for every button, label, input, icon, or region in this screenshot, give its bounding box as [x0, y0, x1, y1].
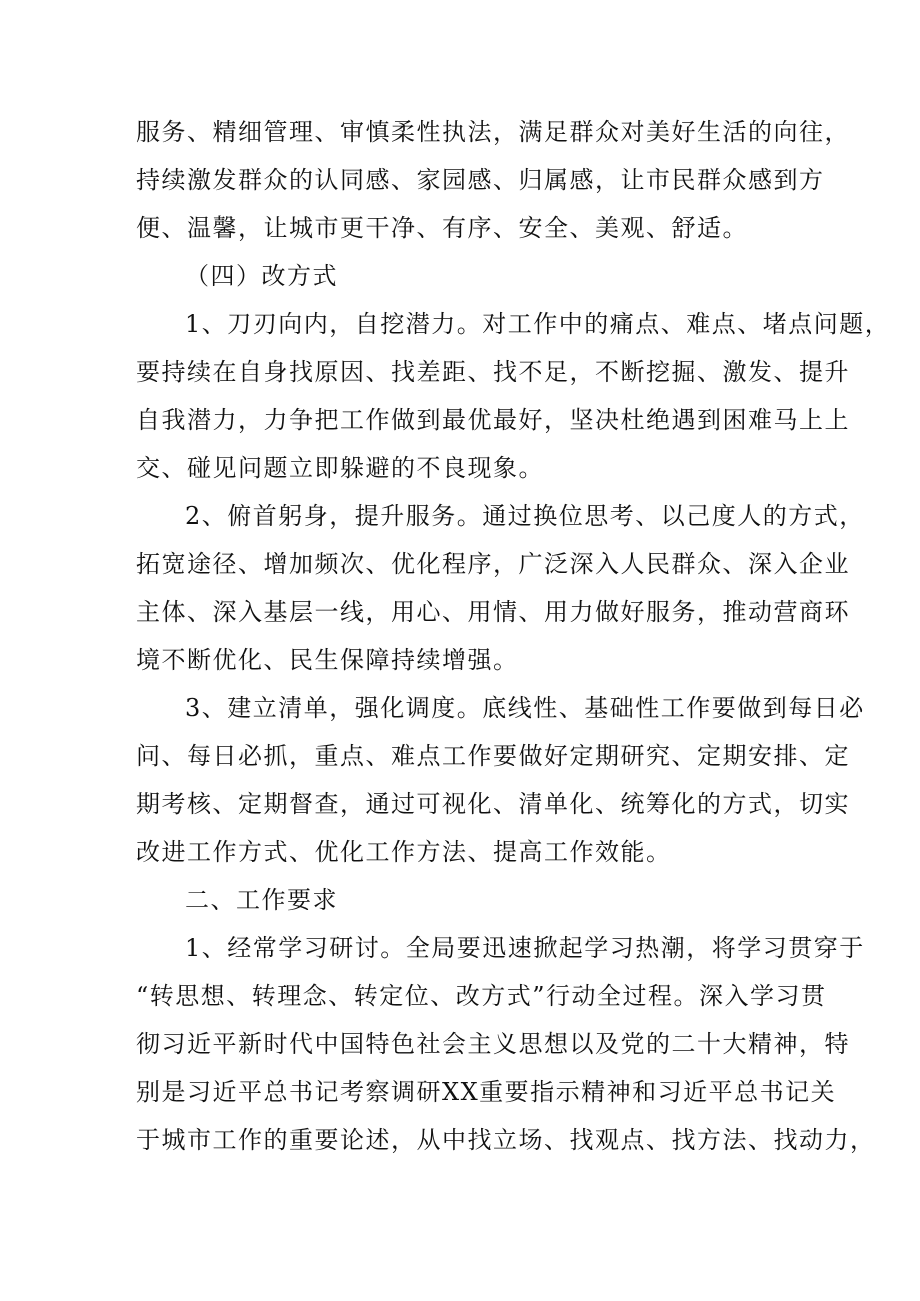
paragraph-start: 1、经常学习研讨。全局要迅速掀起学习热潮，将学习贯穿于: [185, 934, 865, 962]
text-line: 便、温馨，让城市更干净、有序、安全、美观、舒适。: [136, 214, 748, 242]
text-line: 问、每日必抓，重点、难点工作要做好定期研究、定期安排、定: [136, 742, 850, 770]
paragraph-start: 1、刀刃向内，自挖潜力。对工作中的痛点、难点、堵点问题，: [185, 310, 891, 338]
text-line: 自我潜力，力争把工作做到最优最好，坚决杜绝遇到困难马上上: [136, 406, 850, 434]
text-line: 持续激发群众的认同感、家园感、归属感，让市民群众感到方: [136, 166, 825, 194]
paragraph-start: 3、建立清单，强化调度。底线性、基础性工作要做到每日必: [185, 694, 865, 722]
text-line: “转思想、转理念、转定位、改方式”行动全过程。深入学习贯: [136, 982, 827, 1010]
text-line: 交、碰见问题立即躲避的不良现象。: [136, 454, 544, 482]
text-line: 别是习近平总书记考察调研XX重要指示精神和习近平总书记关: [136, 1078, 837, 1106]
text-line: 改进工作方式、优化工作方法、提高工作效能。: [136, 838, 672, 866]
text-line: 拓宽途径、增加频次、优化程序，广泛深入人民群众、深入企业: [136, 550, 850, 578]
text-line: 主体、深入基层一线，用心、用情、用力做好服务，推动营商环: [136, 598, 850, 626]
section-heading: 二、工作要求: [185, 886, 338, 914]
paragraph-start: 2、俯首躬身，提升服务。通过换位思考、以己度人的方式，: [185, 502, 865, 530]
text-line: 彻习近平新时代中国特色社会主义思想以及党的二十大精神，特: [136, 1030, 850, 1058]
text-line: 于城市工作的重要论述，从中找立场、找观点、找方法、找动力，: [136, 1126, 876, 1154]
text-line: 服务、精细管理、审慎柔性执法，满足群众对美好生活的向往，: [136, 118, 850, 146]
section-heading: （四）改方式: [185, 262, 338, 290]
text-line: 期考核、定期督查，通过可视化、清单化、统筹化的方式，切实: [136, 790, 850, 818]
text-line: 要持续在自身找原因、找差距、找不足，不断挖掘、激发、提升: [136, 358, 850, 386]
text-line: 境不断优化、民生保障持续增强。: [136, 646, 519, 674]
